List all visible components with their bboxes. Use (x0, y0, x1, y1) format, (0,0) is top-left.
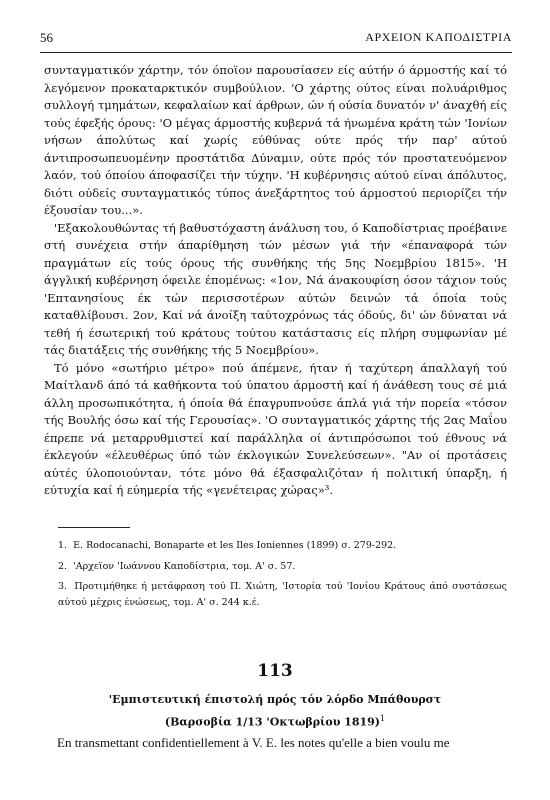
footnote (44, 538, 507, 554)
footnote-text: E. Rodocanachi, Bonaparte et les Iles Ioniennes (1899) σ. 279-292. (73, 540, 397, 551)
footnote (44, 559, 507, 575)
document-text: En transmettant confidentiellement à V. E. les notes qu'elle a bien voulu me (57, 735, 450, 750)
paragraph: συνταγματικόν χάρτην, τόν όποϊον παρουσίασεν είς αύτήν ό άρμοστής καί τό λεγόμενον προκαταρκτικόν συμβούλιον. 'Ο χάρτης ούτος είναι πολυάριθμος συλλογή τμημάτων, κεφαλαίων καί άρθρων, ών ή ούσία δυνατόν ν' άναχθή είς τούς έφεξής όρους: 'Ο μέγας άρμοστής κυβερνά τά ήνωμένα κράτη τών 'Ιονίων νήσων άπολύτως καί χωρίς εύθύνας ούτε πρός τήν παρ' αύτού άντιπροσωπευομένην προστάτιδα Δύναμιν, ούτε πρός τόν προστατευόμενον λαόν, τού όποίου άποφασίζει τήν τύχην. 'Η κυβέρνησις αύτού είναι άπόλυτος, διότι ούδείς συνταγματικός τύπος άνεξάρτητος τού άρμοστού περιορίζει τήν έξουσίαν του...». (44, 63, 507, 217)
footnote-marker: 1 (380, 714, 386, 723)
document-title-line (0, 709, 550, 732)
footnotes (44, 538, 507, 615)
footnote-number: 2. (58, 560, 68, 572)
paragraph: Τό μόνο «σωτήριο μέτρο» πού άπέμενε, ήταν ή ταχύτερη άπαλλαγή τού Μαίτλανδ άπό τά καθήκοντα τού ύπατου άρμοστή καί ή άνάθεση τους σέ μιά άλλη προσωπικότητα, ή όποία θά έπαγρυπνούσε άπλά γιά τήν πορεία «τόσον τής Βουλής όσω καί τής Γερουσίας». 'Ο συνταγματικός χάρτης τής 2ας Μαΐου έπρεπε νά μεταρρυθμιστεί καί παράλληλα οί άντιπρόσωποι τού έθνους νά έκλεγούν «έλευθέρως ύπό τών έκλογικών Συνελεύσεων». "Αν οί προτάσεις αύτές ύλοποιούνταν, τότε μόνο θά έξασφαλιζόταν ή πολιτική ύπαρξη, ή εύτυχία καί ή εύημερία τής «γενέτειρας χώρας»³. (44, 360, 507, 497)
running-head: ΑΡΧΕΙΟΝ ΚΑΠΟΔΙΣΤΡΙΑ (365, 30, 512, 44)
document-number: 113 (257, 661, 293, 681)
document-title (0, 690, 550, 732)
footnote-text: 'Αρχεϊον 'Ιωάννου Καποδίστρια, τομ. Α' σ. 57. (73, 560, 296, 572)
body-text (44, 62, 507, 500)
footnote-number: 1. (58, 540, 68, 551)
page-header (40, 30, 512, 50)
footnote-text: Προτιμήθηκε ή μετάφραση τού Π. Χιώτη, 'Ιστορία τού 'Ιονίου Κράτους άπό συστάσεως αύτού μέχρις ένώσεως, τομ. Α' σ. 244 κ.έ. (58, 581, 508, 608)
page-number: 56 (40, 30, 53, 45)
footnote (44, 579, 507, 610)
header-rule (40, 52, 512, 53)
footnote-number: 3. (58, 581, 68, 592)
document-title-line: 'Εμπιστευτική έπιστολή πρός τόν λόρδο Μπάθουρστ (108, 693, 442, 706)
paragraph: 'Εξακολουθώντας τή βαθυστόχαστη άνάλυση του, ό Καποδίστριας προέβαινε στή συνέχεια στήν άπαρίθμηση τών μέσων γιά τήν «έπαναφορά τών πραγμάτων είς τούς όρους τής συνθήκης τής 5ης Νοεμβρίου 1815». 'Η άγγλική κυβέρνηση όφειλε έπομένως: «1ον, Νά άνακουφίση όσον τάχιον τούς 'Επτανησίους έκ τών περισσοτέρων αύτών δεινών τά όποία τούς καταθλίβουσι. 2ον, Καί νά άνοίξη ταύτοχρόνως τάς όδούς, δι' ών δύναται νά τεθή ή έσωτερική τού κράτους τούτου κατάστασις είς πλήρη συμφωνίαν μέ τάς διατάξεις τής συνθήκης τής 5 Νοεμβρίου». (44, 220, 507, 357)
document-date: (Βαρσοβία 1/13 'Οκτωβρίου 1819) (164, 715, 380, 729)
footnote-rule (58, 527, 130, 528)
